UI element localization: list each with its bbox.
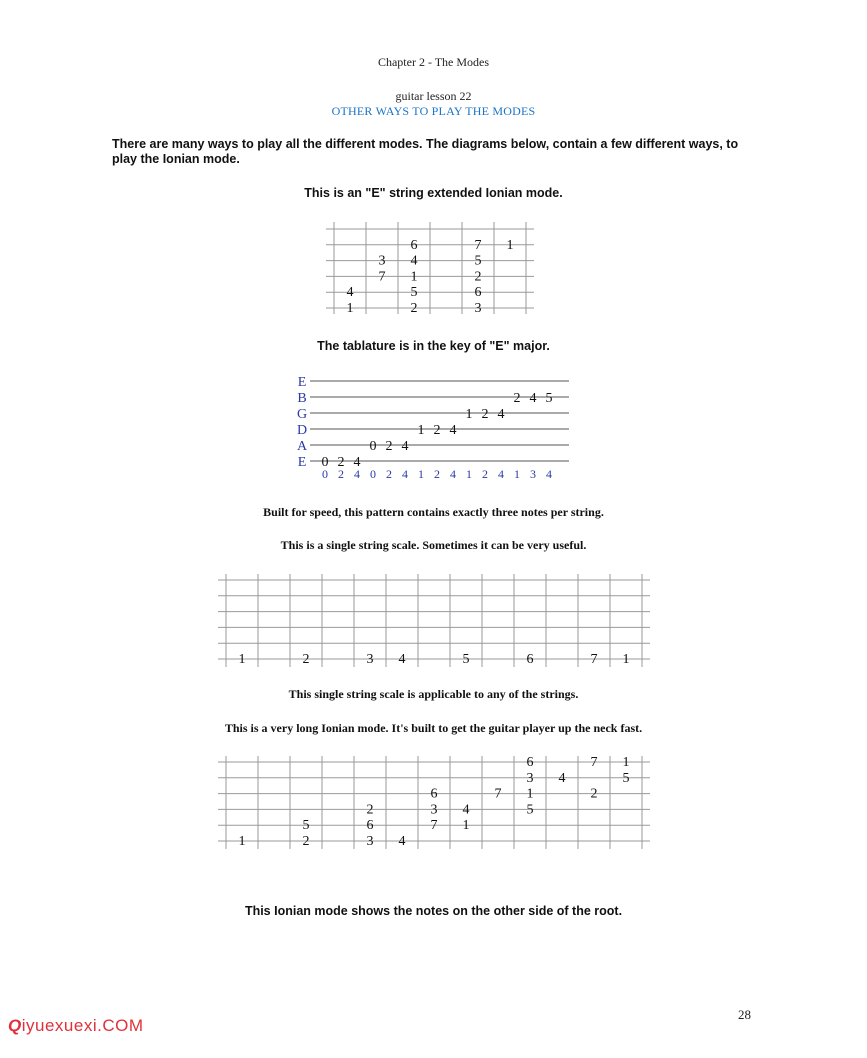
fret-note: 4 — [398, 834, 406, 849]
fret-note: 1 — [410, 269, 418, 285]
fret-note: 7 — [590, 756, 598, 770]
tab-fret-number: 4 — [497, 407, 505, 422]
tab-finger-number: 4 — [354, 467, 360, 481]
lesson-number: guitar lesson 22 — [395, 89, 472, 103]
lesson-title: OTHER WAYS TO PLAY THE MODES — [331, 104, 536, 118]
tab-fret-number: 2 — [385, 439, 393, 454]
fret-note: 3 — [366, 652, 374, 667]
tab-fret-numbers — [322, 391, 553, 470]
fret-note: 1 — [526, 786, 534, 802]
watermark-q: Q — [8, 1016, 22, 1035]
tab-finger-number: 4 — [498, 467, 504, 481]
tab-finger-number: 2 — [434, 467, 440, 481]
fret-note: 3 — [378, 253, 386, 269]
fretboard-notes — [239, 756, 630, 849]
caption-other-side-root: This Ionian mode shows the notes on the other side of the root. — [244, 904, 623, 918]
fret-note: 6 — [430, 786, 438, 802]
tab-fret-number: 2 — [481, 407, 489, 422]
fretboard-diagram-extended-ionian — [320, 222, 540, 314]
fretboard-diagram-single-string — [212, 574, 657, 670]
intro-paragraph: There are many ways to play all the different modes. The diagrams below, contain a few different ways, to play the Ionian mode. — [112, 137, 739, 166]
tab-fret-number: 1 — [417, 423, 425, 438]
fretboard-diagram-long-ionian — [212, 756, 657, 852]
caption-single-string-applicable: This single string scale is applicable to any of the strings. — [288, 687, 579, 701]
tab-fret-number: 4 — [449, 423, 457, 438]
tab-string-name: A — [296, 439, 308, 454]
fret-note: 6 — [526, 652, 534, 667]
fret-note: 6 — [526, 756, 534, 770]
tab-fret-number: 2 — [433, 423, 441, 438]
caption-long-ionian: This is a very long Ionian mode. It's built to get the guitar player up the neck fast. — [224, 721, 643, 735]
fret-note: 1 — [462, 818, 470, 834]
fret-note: 2 — [366, 802, 374, 818]
fret-note: 5 — [410, 285, 418, 301]
fret-note: 5 — [462, 652, 470, 667]
fret-note: 3 — [526, 770, 534, 786]
fret-note: 2 — [302, 652, 310, 667]
fret-note: 5 — [526, 802, 534, 818]
watermark-logo — [8, 1016, 144, 1036]
fret-note: 2 — [410, 301, 418, 314]
fret-note: 1 — [506, 237, 514, 253]
fret-note: 2 — [302, 834, 310, 849]
tab-finger-number: 2 — [386, 467, 392, 481]
caption-single-string: This is a single string scale. Sometimes it can be very useful. — [280, 538, 587, 552]
page-number: 28 — [738, 1007, 751, 1022]
tab-string-name: E — [297, 455, 307, 470]
fret-note: 5 — [474, 253, 482, 269]
watermark-text: iyuexuexi.COM — [21, 1016, 144, 1035]
tab-fret-number: 5 — [545, 391, 553, 406]
tab-finger-number: 4 — [450, 467, 456, 481]
fret-note: 3 — [366, 834, 374, 849]
fret-note: 7 — [430, 818, 438, 834]
tab-finger-number: 1 — [466, 467, 472, 481]
tab-fret-number: 2 — [337, 455, 345, 470]
fret-note: 7 — [378, 269, 386, 285]
fret-note: 2 — [590, 786, 598, 802]
fret-note: 4 — [462, 802, 470, 818]
fretboard-grid — [326, 222, 534, 314]
fret-note: 7 — [474, 237, 482, 253]
chapter-heading: Chapter 2 - The Modes — [377, 55, 490, 69]
tab-finger-number: 1 — [514, 467, 520, 481]
caption-extended-ionian: This is an "E" string extended Ionian mode. — [304, 186, 563, 200]
fret-note: 6 — [410, 237, 418, 253]
tab-string-name: G — [296, 407, 308, 422]
tab-finger-number: 1 — [418, 467, 424, 481]
tab-finger-number: 3 — [530, 467, 536, 481]
tab-finger-number: 2 — [338, 467, 344, 481]
fret-note: 4 — [558, 770, 566, 786]
tab-fret-number: 0 — [321, 455, 329, 470]
fret-note: 1 — [346, 301, 354, 314]
fret-note: 6 — [474, 285, 482, 301]
fret-note: 1 — [238, 652, 246, 667]
fret-note: 1 — [622, 756, 630, 770]
tab-string-name: B — [297, 391, 307, 406]
fret-note: 5 — [302, 818, 310, 834]
fret-note: 2 — [474, 269, 482, 285]
tablature-diagram — [290, 372, 580, 487]
tab-fret-number: 2 — [513, 391, 521, 406]
tab-fret-number: 4 — [401, 439, 409, 454]
fret-note: 7 — [494, 786, 502, 802]
tab-finger-number: 2 — [482, 467, 488, 481]
tab-fret-number: 4 — [353, 455, 361, 470]
tab-fret-number: 0 — [369, 439, 377, 454]
tab-string-names — [297, 375, 308, 470]
tab-string-name: E — [297, 375, 307, 390]
tab-finger-number: 4 — [402, 467, 408, 481]
tab-finger-number: 0 — [370, 467, 376, 481]
tab-finger-number: 4 — [546, 467, 552, 481]
fret-note: 7 — [590, 652, 598, 667]
fret-note: 4 — [346, 285, 354, 301]
fret-note: 3 — [474, 301, 482, 314]
tab-finger-row — [322, 467, 552, 481]
fret-note: 6 — [366, 818, 374, 834]
tab-fret-number: 1 — [465, 407, 473, 422]
fret-note: 1 — [238, 834, 246, 849]
tab-fret-number: 4 — [529, 391, 537, 406]
fretboard-grid — [218, 574, 650, 667]
caption-tab-key: The tablature is in the key of "E" major. — [317, 339, 550, 353]
tab-string-name: D — [296, 423, 308, 438]
caption-speed-pattern: Built for speed, this pattern contains exactly three notes per string. — [263, 505, 604, 519]
fret-note: 4 — [410, 253, 418, 269]
fret-note: 4 — [398, 652, 406, 667]
tab-finger-number: 0 — [322, 467, 328, 481]
fret-note: 5 — [622, 770, 630, 786]
fret-note: 3 — [430, 802, 438, 818]
fret-note: 1 — [622, 652, 630, 667]
